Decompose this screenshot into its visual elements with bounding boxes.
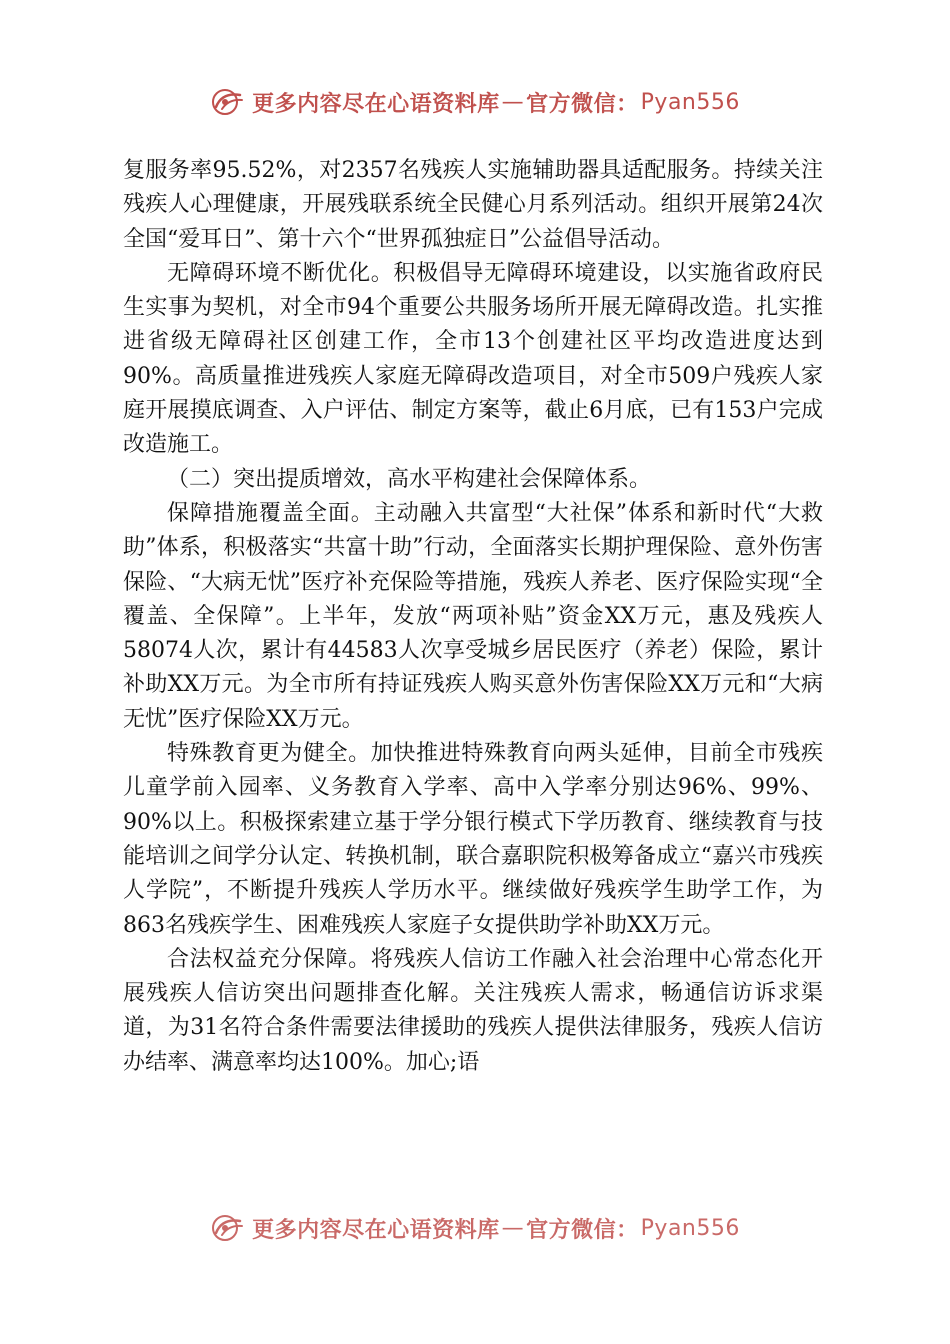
hand-logo-icon	[210, 1213, 246, 1243]
document-body	[123, 154, 823, 1080]
watermark-header	[0, 82, 950, 122]
watermark-brand: 更多内容尽在心语资料库	[252, 1217, 500, 1243]
section-heading: （二）突出提质增效，高水平构建社会保障体系。	[167, 466, 652, 492]
watermark-wechat-label: 官方微信：	[526, 91, 639, 117]
watermark-separator: —	[501, 89, 525, 115]
paragraph-1: 复服务率95.52%，对2357名残疾人实施辅助器具适配服务。持续关注残疾人心理健康，开展残联系统全民健心月系列活动。组织开展第24次全国“爱耳日”、第十六个“世界孤独症日”公益倡导活动。	[123, 158, 823, 252]
paragraph-2: 无障碍环境不断优化。积极倡导无障碍环境建设，以实施省政府民生实事为契机，对全市94个重要公共服务场所开展无障碍改造。扎实推进省级无障碍社区创建工作，全市13个创建社区平均改造进度达到90%。高质量推进残疾人家庭无障碍改造项目，对全市509户残疾人家庭开展摸底调查、入户评估、制定方案等，截止6月底，已有153户完成改造施工。	[123, 260, 823, 458]
paragraph-5: 合法权益充分保障。将残疾人信访工作融入社会治理中心常态化开展残疾人信访突出问题排查化解。关注残疾人需求，畅通信访诉求渠道，为31名符合条件需要法律援助的残疾人提供法律服务，残疾人信访办结率、满意率均达100%。加心;语	[123, 946, 823, 1075]
watermark-wechat-id: Pyan556	[640, 89, 740, 115]
paragraph-3: 保障措施覆盖全面。主动融入共富型“大社保”体系和新时代“大救助”体系，积极落实“共富十助”行动，全面落实长期护理保险、意外伤害保险、“大病无忧”医疗补充保险等措施，残疾人养老、医疗保险实现“全覆盖、全保障”。上半年，发放“两项补贴”资金XX万元，惠及残疾人58074人次，累计有44583人次享受城乡居民医疗（养老）保险，累计补助XX万元。为全市所有持证残疾人购买意外伤害保险XX万元和“大病无忧”医疗保险XX万元。	[123, 500, 823, 732]
watermark-footer	[0, 1208, 950, 1248]
paragraph-4: 特殊教育更为健全。加快推进特殊教育向两头延伸，目前全市残疾儿童学前入园率、义务教育入学率、高中入学率分别达96%、99%、90%以上。积极探索建立基于学分银行模式下学历教育、继续教育与技能培训之间学分认定、转换机制，联合嘉职院积极筹备成立“嘉兴市残疾人学院”，不断提升残疾人学历水平。继续做好残疾学生助学工作，为863名残疾学生、困难残疾人家庭子女提供助学补助XX万元。	[123, 741, 823, 938]
watermark-separator: —	[501, 1215, 525, 1241]
watermark-wechat-id: Pyan556	[640, 1215, 740, 1241]
watermark-wechat-label: 官方微信：	[526, 1217, 639, 1243]
watermark-brand: 更多内容尽在心语资料库	[252, 91, 500, 117]
hand-logo-icon	[210, 87, 246, 117]
